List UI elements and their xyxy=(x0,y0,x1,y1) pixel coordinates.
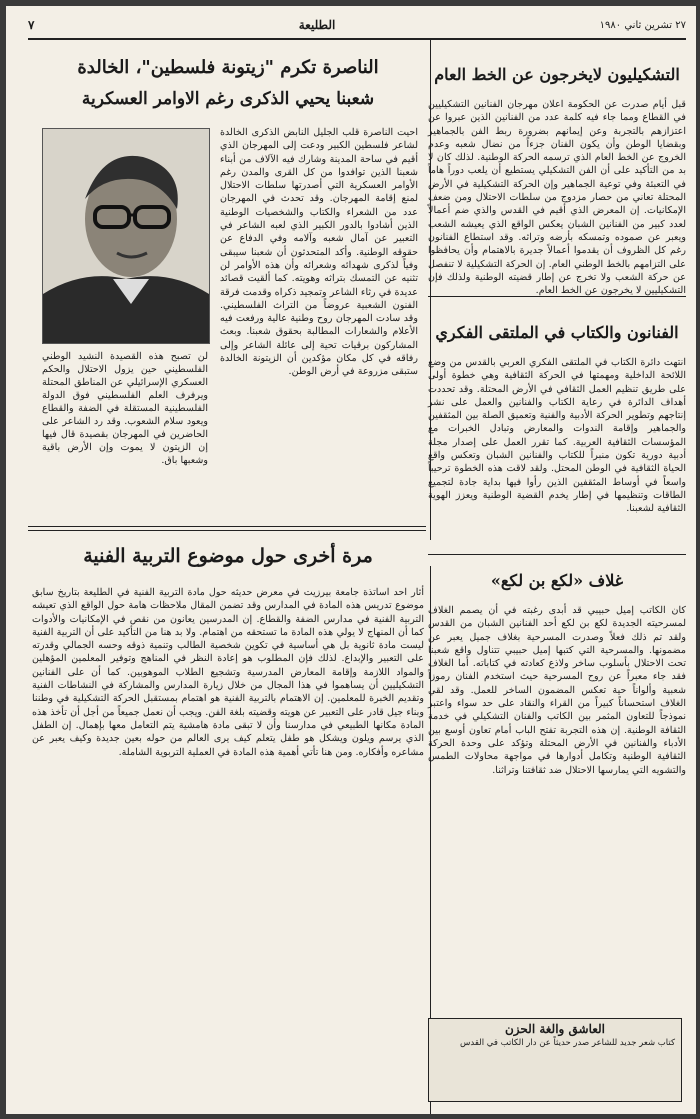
header-section: الطليعة xyxy=(298,18,336,32)
divider xyxy=(28,530,426,531)
divider xyxy=(28,526,426,527)
article-4-subheadline: شعبنا يحيي الذكرى رغم الاوامر العسكرية xyxy=(81,89,375,109)
article-4-caption-text: لن تصبح هذه القصيدة النشيد الوطني الفلسطيني حين يزول الاحتلال والحكم العسكري الإسرائيلي عن المناطق المحتلة ويرفرف العلم الفلسطيني فوق الدولة الفلسطينية المستقلة في الضفة والقطاع ويعود سلام الشعوب. وقد رد الشاعر على الحاضرين في المهرجان بقصيدة قال فيها إن الزيتون لا يموت وإن الأرض باقية وشعبها باق. xyxy=(42,351,208,466)
divider xyxy=(428,554,686,555)
article-1-text: قبل أيام صدرت عن الحكومة اعلان مهرجان الفنانين التشكيليين في القطاع ومما جاء فيه كلمة عدد من الفنانين الذين عبروا عن اعتزازهم بالتجربة وعن إيمانهم بضرورة ربط الفن بالجماهير وبقضايا الوطن وأن يكون الفنان جزءاً من نضال شعبه وعدم الخروج عن الخط العام الذي ترسمه الحركة الوطنية. لذلك كان لا بد من التأكيد على أن الفن التشكيلي يستطيع أن يلعب دوراً هاماً في التعبئة وفي توعية الجماهير وإن الحركة التشكيلية في الأرض المحتلة تعاني من حصار مزدوج من سلطات الاحتلال ومن ضعف الإمكانيات. إن المعرض الذي أقيم في القدس والذي ضم أعمالاً لعدد كبير من الفنانين الشبان يعكس الواقع الذي يعيشه الشعب ويعبر عن صموده وتمسكه بأرضه وتراثه. وقد استطاع الفنانون رغم كل الظروف أن يقدموا أعمالاً جديرة بالاهتمام وأن يحافظوا على التزامهم بالخط الوطني العام. إن الحركة التشكيلية لا تنفصل عن حركة الشعب ولا تخرج عن إطار قضيته الوطنية ولذلك فإن التشكيليين لا يخرجون عن الخط العام. xyxy=(428,99,686,297)
book-ad-title: العاشق والغة الحزن xyxy=(504,1022,606,1036)
article-3-headline: غلاف «لكع بن لكع» xyxy=(490,571,624,590)
portrait-illustration xyxy=(43,129,209,343)
book-ad-text: كتاب شعر جديد للشاعر صدر حديثاً عن دار الكاتب في القدس xyxy=(459,1038,675,1048)
article-4-continued xyxy=(42,350,208,514)
article-2-text: انتهت دائرة الكتاب في الملتقى الفكري العربي بالقدس من وضع اللائحة الداخلية ومهمتها في الحركة الثقافية وهي خطوة أولى على طريق تنظيم العمل الثقافي في الأرض المحتلة. وقد تحددت أهداف الدائرة في رعاية الكتاب والفنانين والعمل على نشر إنتاجهم وتطوير الحركة الأدبية والفنية وتعميق الصلة بين المثقفين والجماهير وإقامة الندوات والمعارض وتبادل الخبرات مع المؤسسات الثقافية العربية. كما تقرر العمل على إصدار مجلة أدبية دورية تكون منبراً للكتاب والفنانين الشبان وتعكس واقع الحياة الثقافية في الوطن المحتل. ولقد لاقت هذه الخطوة ترحيباً واسعاً في أوساط المثقفين الذين رأوا فيها بداية جادة لتجميع الطاقات وتنظيمها في إطار يخدم القضية الوطنية ويعزز الهوية الثقافية لشعبنا. xyxy=(428,357,686,515)
newspaper-page xyxy=(6,6,696,1114)
article-1-body xyxy=(428,98,686,297)
divider xyxy=(428,296,686,297)
article-2-headline: الفنانون والكتاب في الملتقى الفكري xyxy=(435,323,679,342)
article-5-text: أثار احد اساتذة جامعة بيرزيت في معرض حديثه حول مادة التربية الفنية في الطليعة بتاريخ سابق موضوع تدريس هذه المادة في المدارس وقد تضمن المقال ملاحظات هامة حول الواقع الذي تعيشه التربية الفنية في مدارس الضفة والقطاع. إن المدرسين يعانون من نقص في الإمكانيات والأدوات كما أن المنهاج لا يولي هذه المادة ما تستحقه من اهتمام. ولا بد هنا من التأكيد على أن التربية الفنية ليست مادة ثانوية بل هي أساسية في تكوين شخصية الطالب وتنمية ذوقه وحسه الجمالي وقدرته على التعبير والإبداع. لذلك فإن المطلوب هو إعادة النظر في المناهج وتوفير المعلمين المؤهلين والمواد اللازمة وإقامة المعارض المدرسية وتشجيع الطلاب الموهوبين. كما أن على الفنانين التشكيليين أن يساهموا في هذا المجال من خلال زيارة المدارس والمشاركة في النشاطات الفنية وتقديم الخبرة للمعلمين. إن الاهتمام بالتربية الفنية هو اهتمام بمستقبل الحركة التشكيلية في وطننا وبناء جيل قادر على التعبير عن هويته وقضيته بلغة الفن. ويجب أن نعمل جميعاً من أجل أن تأخذ هذه المادة مكانها الطبيعي في مدارسنا وأن لا تبقى مادة هامشية يتم التعامل معها بإهمال. إن الطفل الذي يرسم ويلون ويشكل هو طفل يتعلم كيف يرى العالم من حوله بعين جديدة وكيف يعبر عن مشاعره وأفكاره. ومن هنا تأتي أهمية هذه المادة في العملية التربوية الشاملة. xyxy=(32,587,424,758)
article-3-text: كان الكاتب إميل حبيبي قد أبدى رغبته في أن يصمم الغلاف لمسرحيته الجديدة لكع بن لكع أحد الفنانين الشبان من القدس ولقد تم ذلك فعلاً وصدرت المسرحية بغلاف جميل يعبر عن مضمونها. والمسرحية التي كتبها إميل حبيبي تتناول واقع شعبنا تحت الاحتلال بأسلوب ساخر ولاذع كعادته في كتاباته. أما الغلاف فقد جاء معبراً عن روح المسرحية حيث استخدم الفنان رموزاً شعبية وألواناً حية تعكس المضمون الساخر للعمل. وقد لقي الغلاف استحساناً كبيراً من القراء والنقاد على حد سواء واعتبر نموذجاً للتعاون المثمر بين الكاتب والفنان التشكيلي في خدمة الثقافة الوطنية. إن هذه التجربة تفتح الباب أمام تعاون أوسع بين الأدباء والفنانين في الأرض المحتلة وتؤكد على وحدة الحركة الثقافية الوطنية وتكامل أدوارها في مواجهة محاولات الطمس والتشويه التي يمارسها الاحتلال ضد ثقافتنا وتراثنا. xyxy=(428,605,686,776)
poet-photo xyxy=(42,128,210,344)
article-5-body xyxy=(32,586,424,1106)
header-page-number: ٧ xyxy=(28,18,35,32)
book-ad-box xyxy=(428,1018,682,1102)
article-4-text: احيت الناصرة قلب الجليل النابض الذكرى الخالدة لشاعر فلسطين الكبير ودعت إلى المهرجان الذي أقيم في ساحة المدينة وشارك فيه الآلاف من أبناء شعبنا الذين توافدوا من كل القرى والمدن رغم الأوامر العسكرية التي أصدرتها سلطات الاحتلال لمنع إقامة المهرجان. وقد تحدث في المهرجان عدد من الشعراء والكتاب والشخصيات الوطنية الذين أشادوا بالدور الكبير الذي لعبه الشاعر في التعبير عن آمال شعبه وآلامه وفي الدفاع عن حقوقه الوطنية. وأكد المتحدثون أن شعبنا سيبقى وفياً لذكرى شهدائه وشعرائه وأن هذه الأوامر لن تثنيه عن التمسك بتراثه وهويته. كما ألقيت قصائد عديدة في رثاء الشاعر وتمجيد ذكراه وقدمت فرقة الفنون الشعبية عروضاً من التراث الفلسطيني. وقد سادت المهرجان روح وطنية عالية ورفعت فيه الأعلام والشعارات المطالبة بحقوق شعبنا. وبعث المشاركون برقيات تحية إلى عائلة الشاعر وإلى رفاقه في كل مكان مؤكدين أن الزيتونة الخالدة ستبقى مزروعة في أرض الوطن. xyxy=(220,127,418,378)
header-date: ٢٧ تشرين ثاني ١٩٨٠ xyxy=(599,19,686,31)
article-3-body xyxy=(428,604,686,1002)
article-4-headline: الناصرة تكرم "زيتونة فلسطين"، الخالدة xyxy=(77,57,379,78)
article-1-headline: التشكيليون لايخرجون عن الخط العام xyxy=(434,65,680,84)
article-2-body xyxy=(428,356,686,548)
article-5-headline: مرة أخرى حول موضوع التربية الفنية xyxy=(83,545,373,567)
page-header xyxy=(28,12,686,40)
article-4-body xyxy=(220,126,418,514)
